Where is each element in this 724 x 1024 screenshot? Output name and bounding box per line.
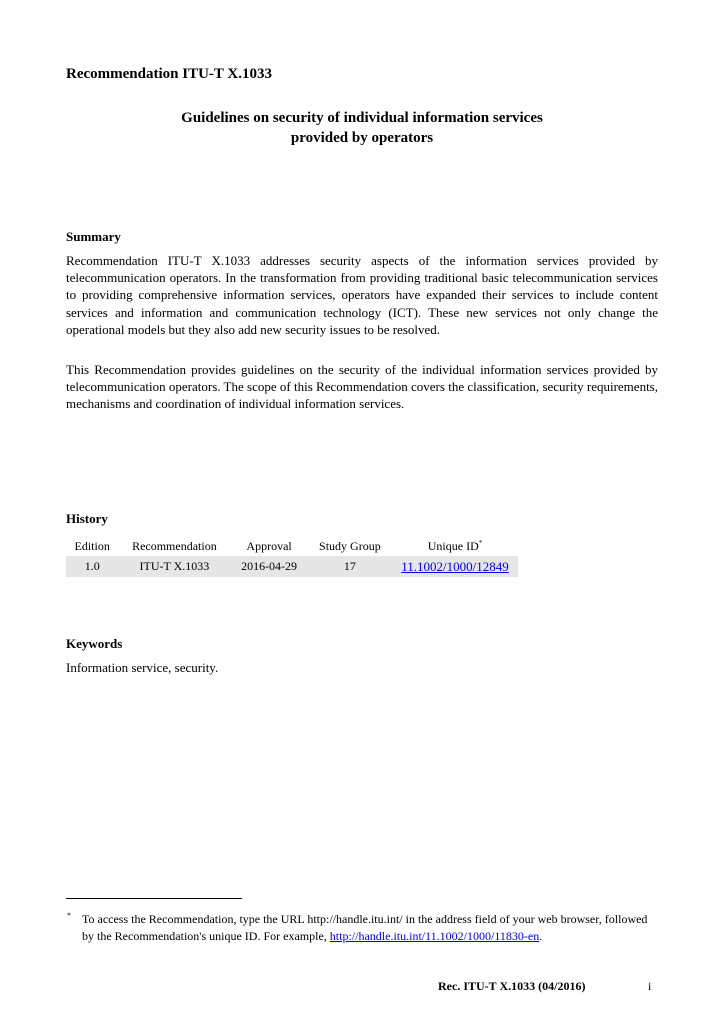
history-heading: History [66, 511, 108, 526]
page-number: i [648, 979, 652, 993]
history-table-header-row [66, 536, 518, 556]
footnote-example-link[interactable]: http://handle.itu.int/11.1002/1000/11830-en [329, 929, 540, 943]
unique-id-header-label: Unique ID [427, 538, 479, 553]
column-header-unique-id [392, 536, 518, 556]
footnote-divider [66, 898, 242, 899]
document-title-line-1: Guidelines on security of individual information services [181, 110, 543, 126]
cell-edition: 1.0 [66, 556, 118, 577]
summary-paragraph-1: Recommendation ITU-T X.1033 addresses security aspects of the information services provided by telecommunication operators. In the transformation from providing traditional basic telecommunication services to providing comprehensive information services, operators have expanded their services to include content services and information and communication technology (ICT). These new services not only change the operational models but they also add new security issues to be resolved. [66, 253, 658, 337]
footnote-mark: * [67, 911, 71, 920]
footer-reference: Rec. ITU-T X.1033 (04/2016) [438, 979, 586, 993]
cell-study-group: 17 [308, 556, 392, 577]
footnote-text [82, 911, 660, 945]
document-title [66, 108, 658, 148]
footnote-body: To access the Recommendation, type the URL http://handle.itu.int/ in the address field of your web browser, followed by the Recommendation's unique ID. For example, [82, 912, 648, 943]
column-header-edition: Edition [74, 538, 110, 553]
keywords-text: Information service, security. [66, 660, 219, 675]
cell-unique-id [392, 556, 518, 577]
document-title-line-2: provided by operators [290, 130, 434, 146]
history-table [66, 536, 518, 577]
column-header-approval: Approval [246, 538, 292, 553]
cell-approval: 2016-04-29 [230, 556, 307, 577]
summary-paragraph-2: This Recommendation provides guidelines on the security of the individual information services provided by telecommunication operators. The scope of this Recommendation covers the classification, security requirements, mechanisms and coordination of individual information services. [66, 362, 658, 412]
unique-id-link[interactable]: 11.1002/1000/12849 [401, 558, 509, 574]
column-header-recommendation: Recommendation [132, 538, 217, 553]
footnote-end: . [539, 929, 543, 943]
column-header-study-group: Study Group [319, 538, 381, 553]
recommendation-number: Recommendation ITU-T X.1033 [66, 66, 272, 82]
unique-id-footnote-mark: * [478, 538, 483, 547]
keywords-heading: Keywords [66, 636, 123, 651]
table-row [66, 556, 518, 577]
cell-recommendation: ITU-T X.1033 [118, 556, 230, 577]
summary-heading: Summary [66, 229, 121, 244]
